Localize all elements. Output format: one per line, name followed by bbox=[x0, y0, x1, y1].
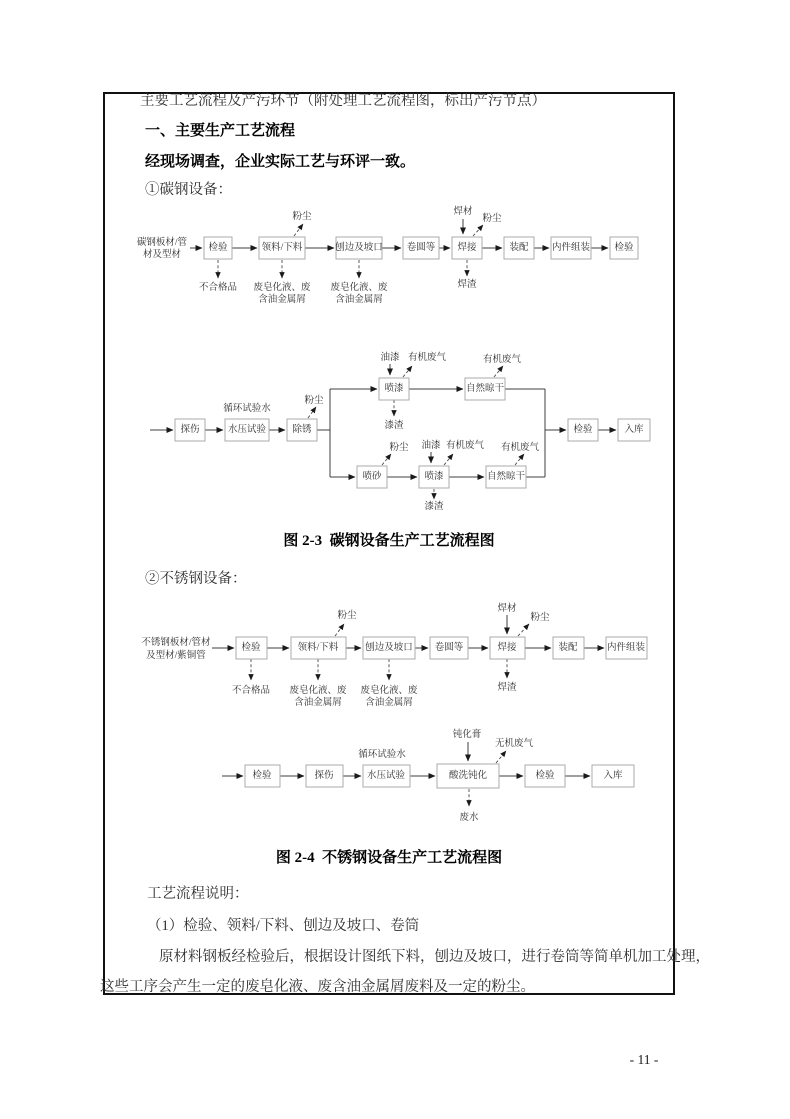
process-desc-paragraph1: 原材料钢板经检验后，根据设计图纸下料，刨边及坡口，进行卷筒等简单机加工处理， bbox=[159, 949, 710, 965]
s-box-hydro-test-label: 水压试验 bbox=[366, 771, 406, 781]
s-box-weld-label: 焊接 bbox=[497, 643, 517, 653]
process-desc-item1: （1）检验、领料/下料、刨边及坡口、卷筒 bbox=[147, 918, 420, 934]
s-box-bevel-label: 刨边及坡口 bbox=[365, 643, 413, 653]
c-box-natural-dry-bottom-label: 自然晾干 bbox=[486, 472, 526, 482]
c-label-soapwaste1-l1: 废皂化液、废 bbox=[253, 283, 311, 293]
s-label-soapwaste2-l2: 含油金属屑 bbox=[365, 698, 413, 708]
c-box-flaw-detection-label: 探伤 bbox=[180, 425, 200, 435]
c-box-hydro-test-label: 水压试验 bbox=[227, 425, 267, 435]
s-label-weld-slag: 焊渣 bbox=[497, 683, 517, 693]
carbon-equipment-label: ①碳钢设备： bbox=[145, 182, 232, 198]
s-label-dust-pickcut: 粉尘 bbox=[337, 611, 357, 621]
c-label-soapwaste1-l2: 含油金属屑 bbox=[258, 295, 306, 305]
c-box-inspect-1-label: 检验 bbox=[208, 243, 228, 253]
s-label-dust-weld: 粉尘 bbox=[530, 613, 550, 623]
c-box-sandblast-label: 喷砂 bbox=[362, 472, 382, 482]
c-box-inspect-final-label: 检验 bbox=[573, 425, 593, 435]
process-desc-title: 工艺流程说明： bbox=[147, 886, 249, 902]
c-label-voc-dry-top: 有机废气 bbox=[482, 355, 522, 365]
s-label-weld-material: 焊材 bbox=[497, 604, 517, 614]
s-box-roll-label: 卷圆等 bbox=[434, 643, 464, 653]
stainless-source-label-line1: 不锈钢板材/管材 bbox=[141, 638, 211, 648]
s-box-pickling-label: 酸洗钝化 bbox=[448, 771, 488, 781]
c-box-inspect-2-label: 检验 bbox=[614, 243, 634, 253]
c-box-spray-paint-bottom-label: 喷漆 bbox=[424, 472, 444, 482]
s-box-inspect-final-label: 检验 bbox=[535, 771, 555, 781]
caption-figure-2-4: 图 2-4 不锈钢设备生产工艺流程图 bbox=[275, 850, 503, 866]
s-label-wastewater: 废水 bbox=[459, 813, 479, 823]
carbon-source-label-line1: 碳钢板材/管 bbox=[136, 238, 188, 248]
c-label-paint-top: 油漆 bbox=[380, 353, 400, 363]
c-label-dust-pickcut: 粉尘 bbox=[292, 212, 312, 222]
c-box-roll-label: 卷圆等 bbox=[406, 243, 436, 253]
c-label-voc-dry-bottom: 有机废气 bbox=[500, 443, 540, 453]
s-box-flaw-detection-label: 探伤 bbox=[314, 771, 334, 781]
c-label-dust-weld: 粉尘 bbox=[482, 214, 502, 224]
process-desc-paragraph2: 这些工序会产生一定的废皂化液、废含油金属屑废料及一定的粉尘。 bbox=[100, 979, 535, 995]
c-label-dust-derust: 粉尘 bbox=[304, 396, 324, 406]
stainless-source-label-line2: 及型材/紫铜管 bbox=[146, 651, 206, 661]
s-label-passivation-paste: 钝化膏 bbox=[452, 730, 482, 740]
section-heading: 一、主要生产工艺流程 bbox=[145, 123, 296, 139]
c-label-paint-residue-top: 漆渣 bbox=[384, 421, 404, 431]
carbon-source-label-line2: 材及型材 bbox=[142, 250, 182, 260]
survey-note: 经现场调查，企业实际工艺与环评一致。 bbox=[145, 154, 416, 170]
c-label-voc-paint-top: 有机废气 bbox=[407, 353, 447, 363]
s-box-inspect-2-label: 检验 bbox=[252, 771, 272, 781]
s-label-soapwaste1-l2: 含油金属屑 bbox=[294, 698, 342, 708]
c-box-assemble-label: 装配 bbox=[509, 243, 529, 253]
c-label-paint-bottom: 油漆 bbox=[421, 441, 441, 451]
c-label-dust-sandblast: 粉尘 bbox=[389, 443, 409, 453]
s-label-reject: 不合格品 bbox=[231, 686, 271, 696]
s-label-soapwaste2-l1: 废皂化液、废 bbox=[360, 686, 418, 696]
c-box-spray-paint-top-label: 喷漆 bbox=[384, 384, 404, 394]
s-box-assemble-label: 装配 bbox=[558, 643, 578, 653]
c-box-weld-label: 焊接 bbox=[457, 243, 477, 253]
c-label-weld-material: 焊材 bbox=[453, 207, 473, 217]
c-label-paint-residue-bottom: 漆渣 bbox=[424, 502, 444, 512]
c-box-derust-label: 除锈 bbox=[292, 425, 312, 435]
page-number: - 11 - bbox=[629, 1052, 659, 1067]
c-box-warehouse-label: 入库 bbox=[624, 425, 644, 435]
s-box-internals-label: 内件组装 bbox=[606, 643, 646, 653]
c-label-soapwaste2-l2: 含油金属屑 bbox=[335, 295, 383, 305]
caption-figure-2-3: 图 2-3 碳钢设备生产工艺流程图 bbox=[283, 533, 495, 549]
s-box-pick-cut-label: 领料/下料 bbox=[297, 643, 339, 653]
stainless-steel-flowchart bbox=[141, 602, 647, 823]
s-label-cycle-water: 循环试验水 bbox=[358, 750, 406, 760]
s-box-inspect-1-label: 检验 bbox=[241, 643, 261, 653]
s-box-warehouse-label: 入库 bbox=[603, 771, 623, 781]
stainless-equipment-label: ②不锈钢设备： bbox=[145, 571, 247, 587]
c-label-weld-slag: 焊渣 bbox=[457, 280, 477, 290]
intro-text: 主要工艺流程及产污环节（附处理工艺流程图，标出产污节点） bbox=[140, 93, 546, 109]
s-label-soapwaste1-l1: 废皂化液、废 bbox=[289, 686, 347, 696]
c-label-reject: 不合格品 bbox=[198, 283, 238, 293]
c-box-internals-label: 内件组装 bbox=[551, 243, 591, 253]
c-label-cycle-water: 循环试验水 bbox=[223, 404, 271, 414]
c-box-bevel-label: 刨边及坡口 bbox=[335, 243, 383, 253]
c-label-voc-paint-bottom: 有机废气 bbox=[445, 441, 485, 451]
c-label-soapwaste2-l1: 废皂化液、废 bbox=[330, 283, 388, 293]
c-box-pick-cut-label: 领料/下料 bbox=[261, 243, 303, 253]
carbon-steel-flowchart bbox=[137, 205, 650, 512]
s-label-inorganic-gas: 无机废气 bbox=[494, 739, 534, 749]
c-box-natural-dry-top-label: 自然晾干 bbox=[465, 384, 505, 394]
